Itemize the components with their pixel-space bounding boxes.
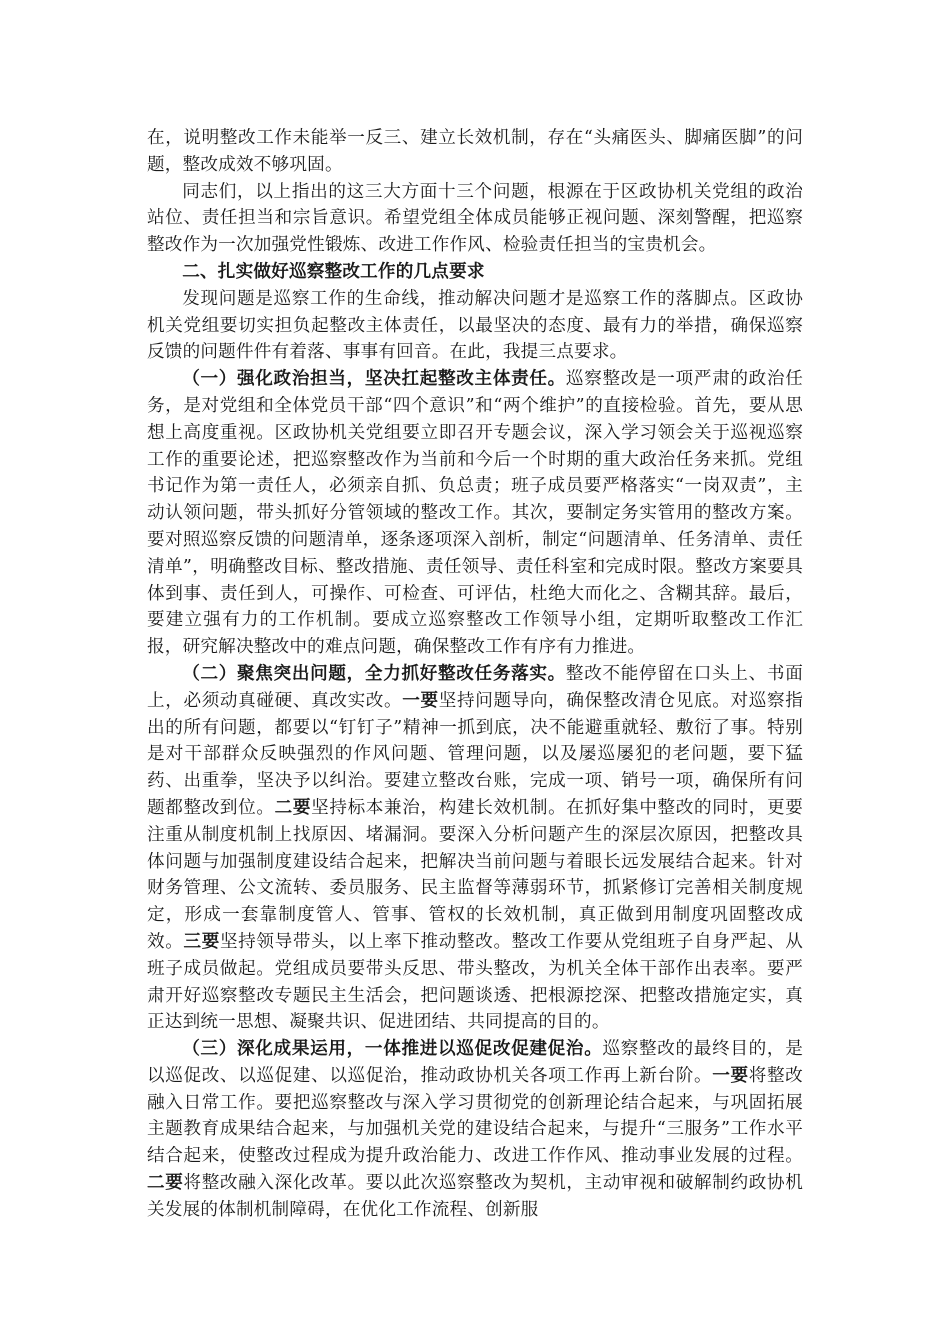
item-2-keyword-1: 一要	[402, 690, 439, 711]
item-3-body-b: 将整改融入日常工作。要把巡察整改与深入学习贯彻党的创新理论结合起来，与巩固拓展主题教育成果结合起来，与加强机关党的建设结合起来，与提升“三服务”工作水平结合起来，使整改过程成为提升政治能力、改进工作作风、推动事业发展的过程。	[147, 1065, 803, 1167]
item-3-body-c: 将整改融入深化改革。要以此次巡察整改为契机，主动审视和破解制约政协机关发展的体制机制障碍，在优化工作流程、创新服	[147, 1173, 803, 1220]
section-heading: 二、扎实做好巡察整改工作的几点要求	[182, 261, 485, 282]
item-2-body-b: 坚持问题导向，确保整改清仓见底。对巡察指出的所有问题，都要以“钉钉子”精神一抓到底，决不能避重就轻、敷衍了事。特别是对干部群众反映强烈的作风问题、管理问题，以及屡巡屡犯的老问题，要下猛药、出重拳，坚决予以纠治。要建立整改台账，完成一项、销号一项，确保所有问题都整改到位。	[147, 690, 803, 818]
item-3-keyword-2: 二要	[147, 1173, 184, 1194]
paragraph-item-2	[147, 661, 803, 1036]
item-2-body-d: 坚持领导带头，以上率下推动整改。整改工作要从党组班子自身严起、从班子成员做起。党组成员要带头反思、带头整改，为机关全体干部作出表率。要严肃开好巡察整改专题民主生活会，把问题谈透、把根源挖深、把整改措施定实，真正达到统一思想、凝聚共识、促进团结、共同提高的目的。	[147, 931, 803, 1033]
item-3-lead: （三）深化成果运用，一体推进以巡促改促建促治。	[182, 1039, 603, 1060]
paragraph-item-3	[147, 1036, 803, 1224]
paragraph-continuation: 在，说明整改工作未能举一反三、建立长效机制，存在“头痛医头、脚痛医脚”的问题，整改成效不够巩固。	[147, 128, 803, 175]
item-2-body-c: 坚持标本兼治，构建长效机制。在抓好集中整改的同时，更要注重从制度机制上找原因、堵漏洞。要深入分析问题产生的深层次原因，把整改具体问题与加强制度建设结合起来，把解决当前问题与着眼长远发展结合起来。针对财务管理、公文流转、委员服务、民主监督等薄弱环节，抓紧修订完善相关制度规定，形成一套靠制度管人、管事、管权的长效机制，真正做到用制度巩固整改成效。	[147, 797, 803, 952]
item-1-body: 巡察整改是一项严肃的政治任务，是对党组和全体党员干部“四个意识”和“两个维护”的直接检验。首先，要从思想上高度重视。区政协机关党组要立即召开专题会议，深入学习领会关于巡视巡察工作的重要论述，把巡察整改作为当前和今后一个时期的重大政治任务来抓。党组书记作为第一责任人，必须亲自抓、负总责；班子成员要严格落实“一岗双责”，主动认领问题，带头抓好分管领域的整改工作。其次，要制定务实管用的整改方案。要对照巡察反馈的问题清单，逐条逐项深入剖析，制定“问题清单、任务清单、责任清单”，明确整改目标、整改措施、责任领导、责任科室和完成时限。整改方案要具体到事、责任到人，可操作、可检查、可评估，杜绝大而化之、含糊其辞。最后，要建立强有力的工作机制。要成立巡察整改工作领导小组，定期听取整改工作汇报，研究解决整改中的难点问题，确保整改工作有序有力推进。	[147, 369, 803, 658]
item-2-keyword-3: 三要	[183, 931, 220, 952]
item-3-body-a: 巡察整改的最终目的，是以巡促改、以巡促建、以巡促治，推动政协机关各项工作再上新台阶。	[147, 1039, 803, 1086]
item-2-keyword-2: 二要	[274, 797, 312, 818]
item-2-body-a: 整改不能停留在口头上、书面上，必须动真碰硬、真改实改。	[147, 663, 803, 711]
item-3-keyword-1: 一要	[712, 1065, 749, 1086]
paragraph-summary: 同志们，以上指出的这三大方面十三个问题，根源在于区政协机关党组的政治站位、责任担当和宗旨意识。希望党组全体成员能够正视问题、深刻警醒，把巡察整改作为一次加强党性锻炼、改进工作作风、检验责任担当的宝贵机会。	[147, 181, 803, 256]
paragraph-intro: 发现问题是巡察工作的生命线，推动解决问题才是巡察工作的落脚点。区政协机关党组要切实担负起整改主体责任，以最坚决的态度、最有力的举措，确保巡察反馈的问题件件有着落、事事有回音。在此，我提三点要求。	[147, 288, 803, 363]
document-body	[147, 125, 803, 1224]
item-1-lead: （一）强化政治担当，坚决扛起整改主体责任。	[182, 369, 566, 390]
item-2-lead: （二）聚焦突出问题，全力抓好整改任务落实。	[182, 663, 566, 684]
paragraph-item-1	[147, 366, 803, 661]
